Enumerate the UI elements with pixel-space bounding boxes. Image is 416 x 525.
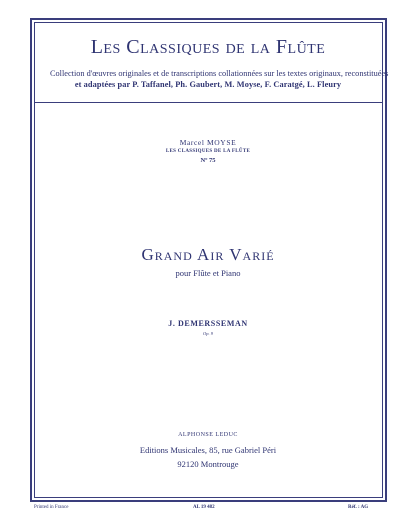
header-band (34, 22, 389, 103)
collection-editors: et adaptées par P. Taffanel, Ph. Gaubert, M. Moyse, F. Caratgé, L. Fleury (74, 80, 342, 89)
composer-name: J. DEMERSSEMAN (168, 319, 248, 328)
printed-in-label: Printed in France (34, 505, 69, 510)
reference-code: Réf. : AG (348, 505, 369, 510)
series-number: Nº 75 (200, 157, 216, 164)
plate-number: AL 19 482 (193, 505, 215, 510)
series-name-small: LES CLASSIQUES DE LA FLÛTE (165, 149, 251, 154)
series-title: Les Classiques de la Flûte (90, 36, 326, 58)
publisher-address-line-1: Editions Musicales, 85, rue Gabriel Péri (139, 445, 277, 455)
series-editor: Marcel MOYSE (179, 138, 237, 147)
opus-number: Op. 9 (203, 331, 213, 336)
instrumentation: pour Flûte et Piano (175, 268, 241, 278)
work-title: Grand Air Varié (141, 245, 275, 264)
publisher-name: ALPHONSE LEDUC (178, 432, 238, 438)
publisher-address-line-2: 92120 Montrouge (177, 459, 239, 469)
collection-description: Collection d'œuvres originales et de transcriptions collationnées sur les textes originaux, reconstituées (50, 69, 389, 78)
